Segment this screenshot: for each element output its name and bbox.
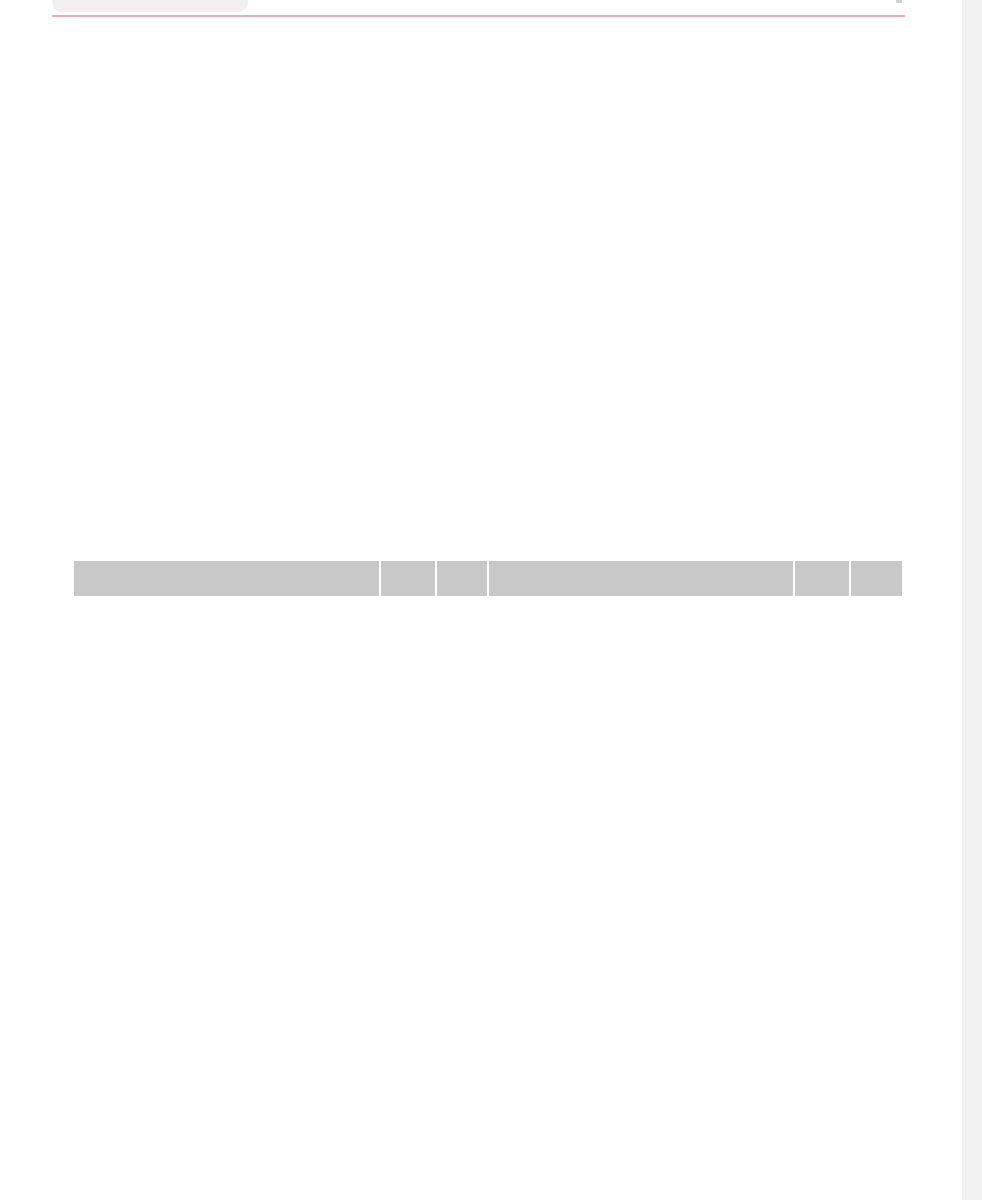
table5-header-row <box>74 561 902 598</box>
header-rule <box>52 15 905 17</box>
page-corner <box>896 0 902 3</box>
top-tab <box>52 0 248 12</box>
table5-caption <box>84 536 94 551</box>
header-new-recommendations <box>489 561 795 596</box>
header-new-loe <box>851 561 902 596</box>
header-old-class <box>381 561 437 596</box>
header-old-loe <box>437 561 489 596</box>
header-new-class <box>795 561 851 596</box>
header-old-recommendations <box>74 561 381 596</box>
table5 <box>74 561 902 598</box>
